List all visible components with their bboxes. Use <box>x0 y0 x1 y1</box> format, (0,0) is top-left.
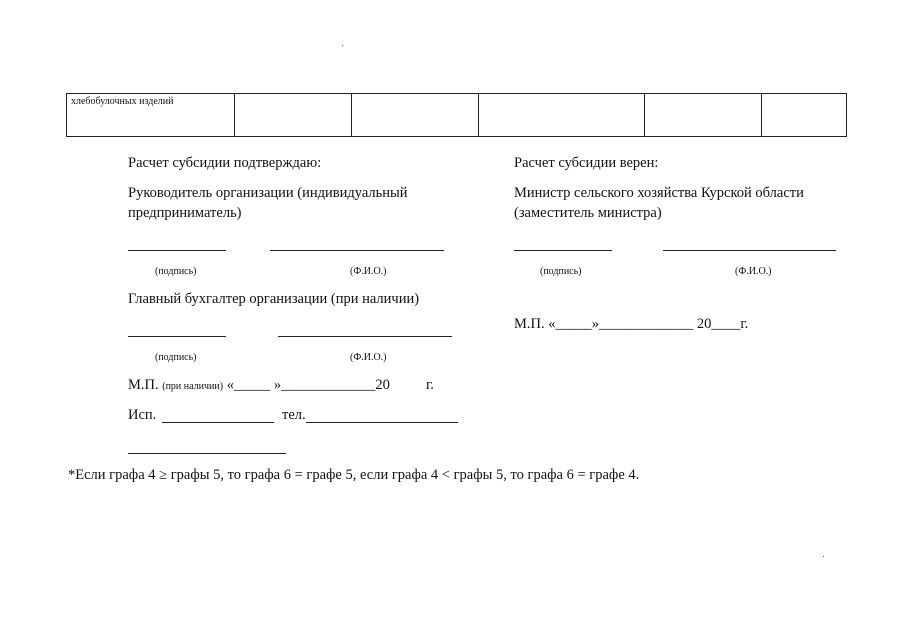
footnote: *Если графа 4 ≥ графы 5, то графа 6 = графе 5, если графа 4 < графы 5, то графа 6 = графе 4. <box>68 467 640 483</box>
executor-label: Исп. <box>128 407 157 423</box>
table-cell <box>479 94 645 137</box>
minister-line1: Министр сельского хозяйства Курской области <box>514 185 804 201</box>
table-cell-product: хлебобулочных изделий <box>67 94 235 137</box>
head-position-line1: Руководитель организации (индивидуальный <box>128 185 408 201</box>
accountant-fio-line <box>278 336 452 337</box>
head-fio-label: (Ф.И.О.) <box>350 266 387 277</box>
stamp-date: «_____ »_____________20 <box>226 377 390 393</box>
minister-fio-line <box>663 250 836 251</box>
minister-line2: (заместитель министра) <box>514 205 662 221</box>
head-fio-line <box>270 250 444 251</box>
subsidy-table <box>66 93 847 137</box>
table-cell <box>235 94 352 137</box>
extra-line <box>128 453 286 454</box>
correct-title: Расчет субсидии верен: <box>514 155 659 171</box>
table-row <box>67 94 847 137</box>
phone-line <box>306 422 458 423</box>
accountant-signature-line <box>128 336 226 337</box>
table-cell <box>762 94 847 137</box>
confirm-title: Расчет субсидии подтверждаю: <box>128 155 322 171</box>
minister-signature-label: (подпись) <box>540 266 582 277</box>
stamp-prefix: М.П. <box>128 377 159 393</box>
executor-line <box>162 422 274 423</box>
accountant-title: Главный бухгалтер организации (при наличии) <box>128 291 420 307</box>
table-cell <box>645 94 762 137</box>
left-year-suffix: г. <box>426 377 434 393</box>
scan-speck <box>823 556 824 557</box>
stamp-if-any: (при наличии) <box>162 381 224 392</box>
left-stamp-date <box>128 377 390 394</box>
minister-fio-label: (Ф.И.О.) <box>735 266 772 277</box>
head-position-line2: предприниматель) <box>128 205 242 221</box>
phone-label: тел. <box>282 407 306 423</box>
accountant-signature-label: (подпись) <box>155 352 197 363</box>
minister-signature-line <box>514 250 612 251</box>
head-signature-line <box>128 250 226 251</box>
right-stamp-date: М.П. «_____»_____________ 20____г. <box>514 316 749 332</box>
scan-speck <box>342 45 343 46</box>
head-signature-label: (подпись) <box>155 266 197 277</box>
table-cell <box>352 94 479 137</box>
accountant-fio-label: (Ф.И.О.) <box>350 352 387 363</box>
